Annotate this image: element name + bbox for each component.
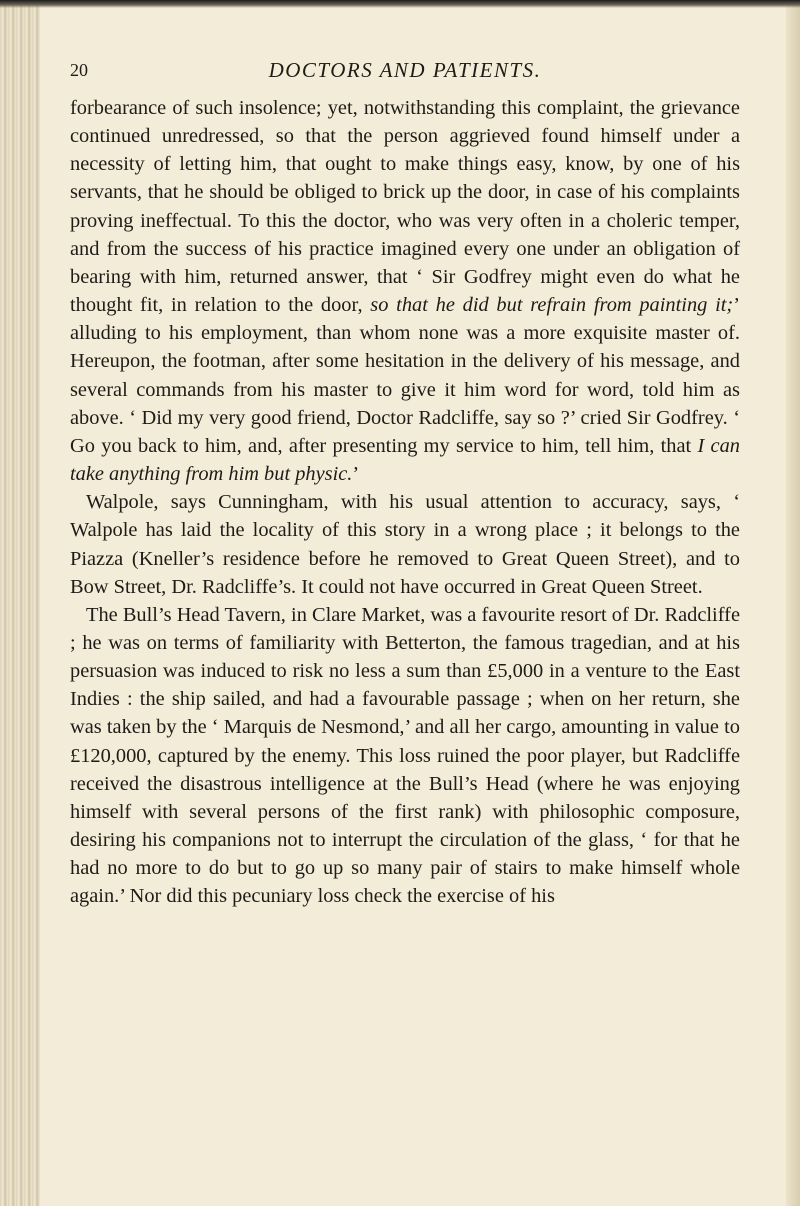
paragraph-1-italic-quote-b: I can take anything from him but physic. — [70, 434, 740, 486]
paragraph-1 — [70, 94, 740, 488]
top-edge-shadow — [0, 0, 800, 8]
paragraph-1-italic-quote-a: so that he did but refrain from painting it; — [370, 294, 734, 317]
book-page — [70, 56, 740, 911]
paragraph-1-text-a: forbearance of such insolence; yet, notwithstanding this complaint, the grievance continued unredressed, so that the person aggrieved found himself under a necessity of letting him, that ought to make things easy, know, by one of his servants, that he should be obliged to brick up the door, in case of his complaints proving ineffectual. To this the doctor, who was very often in a choleric temper, and from the success of his practice imagined every one under an obligation of bearing with him, returned answer, that ‘ Sir Godfrey might even do what he thought fit, in relation to the door, — [70, 97, 740, 317]
paragraph-1-text-c: ’ — [352, 463, 360, 486]
body-text — [70, 94, 740, 911]
page-edge — [786, 0, 800, 1206]
paragraph-1-text-b: ’ alluding to his employment, than whom none was a more exquisite master of. Hereupon, the footman, after some hesitation in the delivery of his message, and several commands from his master to give it him word for word, told him as above. ‘ Did my very good friend, Doctor Radcliffe, say so ?’ cried Sir Godfrey. ‘ Go you back to him, and, after presenting my service to him, tell him, that — [70, 294, 740, 457]
running-title: DOCTORS AND PATIENTS. — [268, 58, 542, 82]
page-number: 20 — [70, 60, 88, 80]
page-header — [70, 56, 740, 86]
paragraph-3: The Bull’s Head Tavern, in Clare Market, was a favourite resort of Dr. Radcliffe ; he was on terms of familiarity with Betterton, the famous tragedian, and at his persuasion was induced to risk no less a sum than £5,000 in a venture to the East Indies : the ship sailed, and had a favourable passage ; when on her return, she was taken by the ‘ Marquis de Nesmond,’ and all her cargo, amounting in value to £120,000, captured by the enemy. This loss ruined the poor player, but Radcliffe received the disastrous intelligence at the Bull’s Head (where he was enjoying himself with several persons of the first rank) with philosophic composure, desiring his companions not to interrupt the circulation of the glass, ‘ for that he had no more to do but to go up so many pair of stairs to make himself whole again.’ Nor did this pecuniary loss check the exercise of his — [70, 603, 740, 908]
paragraph-2: Walpole, says Cunningham, with his usual attention to accuracy, says, ‘ Walpole has laid the locality of this story in a wrong place ; it belongs to the Piazza (Kneller’s residence before he removed to Great Queen Street), and to Bow Street, Dr. Radcliffe’s. It could not have occurred in Great Queen Street. — [70, 491, 740, 598]
book-spine-shadow — [0, 0, 40, 1206]
